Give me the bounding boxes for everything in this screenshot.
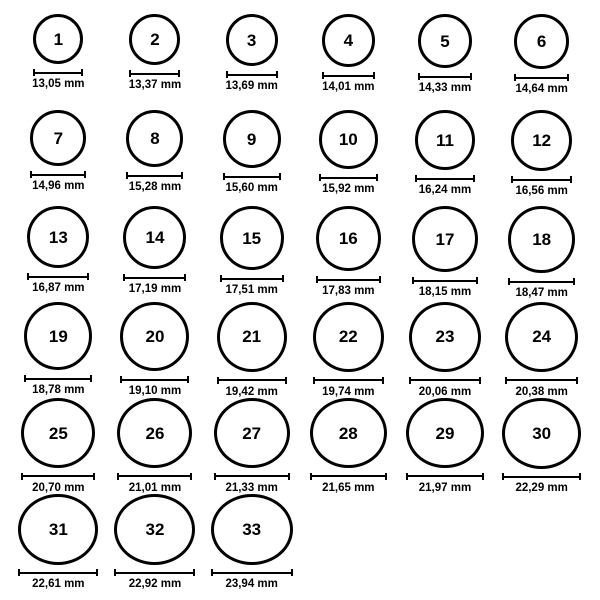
ring-size-number: 29 (435, 423, 455, 443)
ring-size-number: 10 (338, 130, 358, 149)
diameter-measure-line (322, 71, 375, 80)
measure-bar (114, 569, 195, 576)
diameter-label: 15,92 mm (322, 183, 375, 195)
ring-size-number: 24 (532, 327, 552, 347)
ring-circle (418, 14, 472, 68)
diameter-measure-line (406, 472, 484, 480)
diameter-label: 18,78 mm (32, 384, 85, 396)
ring-size-cell (493, 302, 590, 398)
ring-circle (220, 206, 284, 270)
ring-size-number: 22 (338, 327, 358, 347)
ring-size-number: 4 (343, 31, 354, 50)
ring-size-cell (107, 14, 204, 110)
ring-size-cell (10, 110, 107, 206)
measure-bar (217, 377, 287, 384)
ring-size-cell (107, 110, 204, 206)
measure-bar (508, 278, 575, 285)
ring-circle (502, 398, 581, 469)
ring-size-number: 2 (150, 30, 160, 49)
measure-bar (511, 176, 572, 183)
diameter-measure-line (409, 376, 481, 385)
diameter-measure-line (418, 72, 472, 81)
diameter-measure-line (511, 175, 572, 184)
ring-size-cell (493, 206, 590, 302)
diameter-label: 14,33 mm (418, 82, 472, 94)
ring-circle (409, 302, 481, 372)
ring-size-cell (493, 110, 590, 206)
diameter-measure-line (217, 376, 287, 385)
ring-circle (316, 206, 381, 271)
ring-size-number: 17 (435, 229, 455, 249)
ring-size-number: 15 (242, 228, 262, 248)
diameter-measure-line (126, 171, 183, 180)
ring-circle (313, 302, 384, 372)
ring-circle (310, 398, 387, 468)
ring-size-cell (107, 494, 204, 590)
ring-size-number: 33 (242, 519, 262, 539)
ring-size-number: 21 (242, 327, 262, 347)
ring-size-number: 13 (48, 227, 68, 247)
measure-bar (220, 275, 284, 282)
diameter-label: 19,42 mm (225, 385, 278, 398)
measure-bar (117, 473, 192, 480)
ring-size-number: 28 (338, 423, 358, 443)
diameter-label: 14,64 mm (515, 83, 568, 95)
ring-size-cell (203, 302, 300, 398)
diameter-measure-line (18, 569, 98, 577)
ring-circle (508, 206, 575, 273)
ring-size-grid (10, 14, 590, 590)
diameter-label: 20,06 mm (418, 385, 472, 398)
measure-bar (322, 72, 375, 79)
measure-bar (211, 569, 293, 576)
measure-bar (214, 473, 290, 480)
measure-bar (223, 173, 281, 180)
ring-size-number: 1 (53, 29, 64, 49)
diameter-measure-line (508, 277, 575, 286)
ring-circle (33, 14, 83, 64)
measure-bar (316, 276, 381, 283)
diameter-label: 15,28 mm (128, 181, 182, 193)
ring-size-cell (300, 398, 397, 494)
ring-size-cell (493, 398, 590, 494)
ring-circle (120, 302, 189, 371)
ring-size-cell (397, 206, 494, 302)
ring-size-cell (107, 302, 204, 398)
ring-circle (412, 206, 478, 272)
diameter-label: 21,01 mm (128, 481, 182, 494)
ring-circle (514, 14, 569, 69)
diameter-label: 20,38 mm (515, 385, 568, 398)
measure-bar (123, 274, 186, 281)
diameter-label: 19,74 mm (322, 385, 375, 398)
diameter-label: 17,83 mm (322, 285, 375, 297)
ring-size-number: 14 (145, 228, 165, 247)
measure-bar (418, 73, 472, 80)
ring-size-cell (300, 14, 397, 110)
ring-size-cell (300, 302, 397, 398)
diameter-measure-line (319, 173, 378, 182)
diameter-measure-line (514, 73, 569, 82)
measure-bar (415, 175, 475, 182)
ring-size-number: 6 (536, 32, 547, 51)
diameter-label: 14,96 mm (32, 180, 85, 192)
diameter-label: 16,87 mm (32, 282, 85, 294)
diameter-label: 21,33 mm (225, 481, 278, 494)
ring-size-cell (203, 398, 300, 494)
measure-bar (406, 473, 484, 480)
ring-size-cell (10, 206, 107, 302)
diameter-measure-line (505, 376, 578, 385)
ring-size-cell (300, 110, 397, 206)
ring-circle (226, 14, 278, 66)
measure-bar (18, 569, 98, 576)
diameter-label: 14,01 mm (322, 81, 375, 93)
ring-circle (511, 110, 572, 171)
measure-bar (319, 174, 378, 181)
ring-size-number: 26 (145, 423, 165, 443)
measure-bar (226, 71, 278, 78)
diameter-measure-line (123, 273, 186, 282)
diameter-label: 19,10 mm (128, 385, 182, 397)
ring-size-number: 12 (532, 131, 552, 150)
diameter-measure-line (223, 172, 281, 181)
ring-circle (24, 302, 92, 370)
ring-size-number: 18 (532, 230, 552, 249)
diameter-measure-line (129, 69, 180, 78)
diameter-measure-line (117, 472, 192, 480)
ring-circle (223, 110, 281, 168)
ring-circle (406, 398, 484, 468)
ring-circle (21, 398, 95, 468)
diameter-measure-line (226, 70, 278, 79)
ring-size-number: 3 (246, 30, 257, 50)
diameter-measure-line (313, 376, 384, 385)
ring-size-number: 9 (246, 129, 257, 149)
ring-circle (319, 110, 378, 169)
ring-size-cell (397, 302, 494, 398)
ring-circle (505, 302, 578, 372)
diameter-label: 17,19 mm (128, 283, 182, 295)
ring-size-cell (300, 206, 397, 302)
ring-circle (322, 14, 375, 67)
ring-circle (214, 398, 290, 468)
measure-bar (412, 277, 478, 284)
ring-circle (117, 398, 192, 468)
diameter-label: 15,60 mm (225, 182, 278, 194)
ring-size-number: 27 (242, 423, 262, 443)
ring-size-number: 20 (145, 327, 165, 346)
measure-bar (409, 377, 481, 384)
diameter-measure-line (316, 275, 381, 284)
diameter-label: 16,56 mm (515, 185, 568, 197)
diameter-measure-line (30, 170, 86, 179)
diameter-label: 13,69 mm (225, 80, 278, 92)
diameter-measure-line (27, 272, 89, 281)
measure-bar (27, 273, 89, 280)
ring-size-number: 31 (48, 519, 68, 539)
ring-size-number: 19 (48, 326, 68, 346)
diameter-measure-line (114, 569, 195, 577)
ring-circle (211, 494, 293, 565)
ring-circle (217, 302, 287, 372)
measure-bar (33, 69, 83, 76)
ring-circle (27, 206, 89, 268)
diameter-label: 16,24 mm (418, 184, 472, 196)
ring-circle (114, 494, 195, 565)
ring-size-number: 11 (435, 130, 454, 150)
ring-size-cell (397, 14, 494, 110)
diameter-measure-line (214, 472, 290, 480)
ring-size-number: 5 (440, 31, 450, 51)
ring-circle (18, 494, 98, 565)
ring-circle (415, 110, 475, 170)
ring-size-cell (10, 14, 107, 110)
ring-size-number: 32 (145, 519, 165, 539)
measure-bar (129, 70, 180, 77)
measure-bar (120, 376, 189, 383)
ring-size-number: 16 (338, 229, 358, 248)
diameter-label: 22,29 mm (515, 481, 568, 494)
measure-bar (502, 473, 581, 480)
diameter-label: 22,61 mm (32, 577, 85, 590)
ring-size-cell (107, 206, 204, 302)
diameter-label: 13,37 mm (128, 79, 182, 91)
diameter-label: 21,97 mm (418, 481, 472, 494)
ring-size-number: 30 (532, 423, 552, 443)
diameter-measure-line (415, 174, 475, 183)
diameter-measure-line (220, 274, 284, 283)
ring-size-cell (10, 302, 107, 398)
diameter-label: 17,51 mm (225, 284, 278, 296)
ring-circle (123, 206, 186, 269)
diameter-measure-line (120, 375, 189, 384)
ring-size-cell (397, 110, 494, 206)
diameter-measure-line (412, 276, 478, 285)
diameter-label: 18,47 mm (515, 287, 568, 299)
diameter-measure-line (310, 472, 387, 480)
diameter-label: 18,15 mm (418, 286, 472, 298)
ring-size-number: 25 (48, 423, 68, 443)
ring-size-cell (203, 206, 300, 302)
diameter-measure-line (211, 569, 293, 577)
ring-size-cell (493, 14, 590, 110)
ring-size-number: 8 (150, 129, 160, 148)
ring-size-cell (203, 110, 300, 206)
measure-bar (126, 172, 183, 179)
ring-size-cell (203, 14, 300, 110)
diameter-measure-line (33, 68, 83, 77)
diameter-label: 13,05 mm (32, 78, 85, 90)
ring-size-number: 23 (435, 327, 455, 347)
ring-size-cell (107, 398, 204, 494)
diameter-label: 20,70 mm (32, 481, 85, 494)
measure-bar (505, 377, 578, 384)
ring-circle (129, 14, 180, 65)
diameter-label: 23,94 mm (225, 577, 278, 590)
diameter-measure-line (24, 374, 92, 383)
diameter-label: 21,65 mm (322, 481, 375, 494)
measure-bar (30, 171, 86, 178)
diameter-measure-line (21, 472, 95, 480)
diameter-measure-line (502, 473, 581, 481)
measure-bar (24, 375, 92, 382)
measure-bar (313, 377, 384, 384)
ring-circle (126, 110, 183, 167)
measure-bar (514, 74, 569, 81)
measure-bar (21, 473, 95, 480)
ring-size-cell (203, 494, 300, 590)
ring-size-cell (10, 398, 107, 494)
measure-bar (310, 473, 387, 480)
ring-circle (30, 110, 86, 166)
ring-size-cell (10, 494, 107, 590)
ring-size-cell (397, 398, 494, 494)
diameter-label: 22,92 mm (128, 577, 182, 590)
ring-size-number: 7 (53, 128, 64, 148)
